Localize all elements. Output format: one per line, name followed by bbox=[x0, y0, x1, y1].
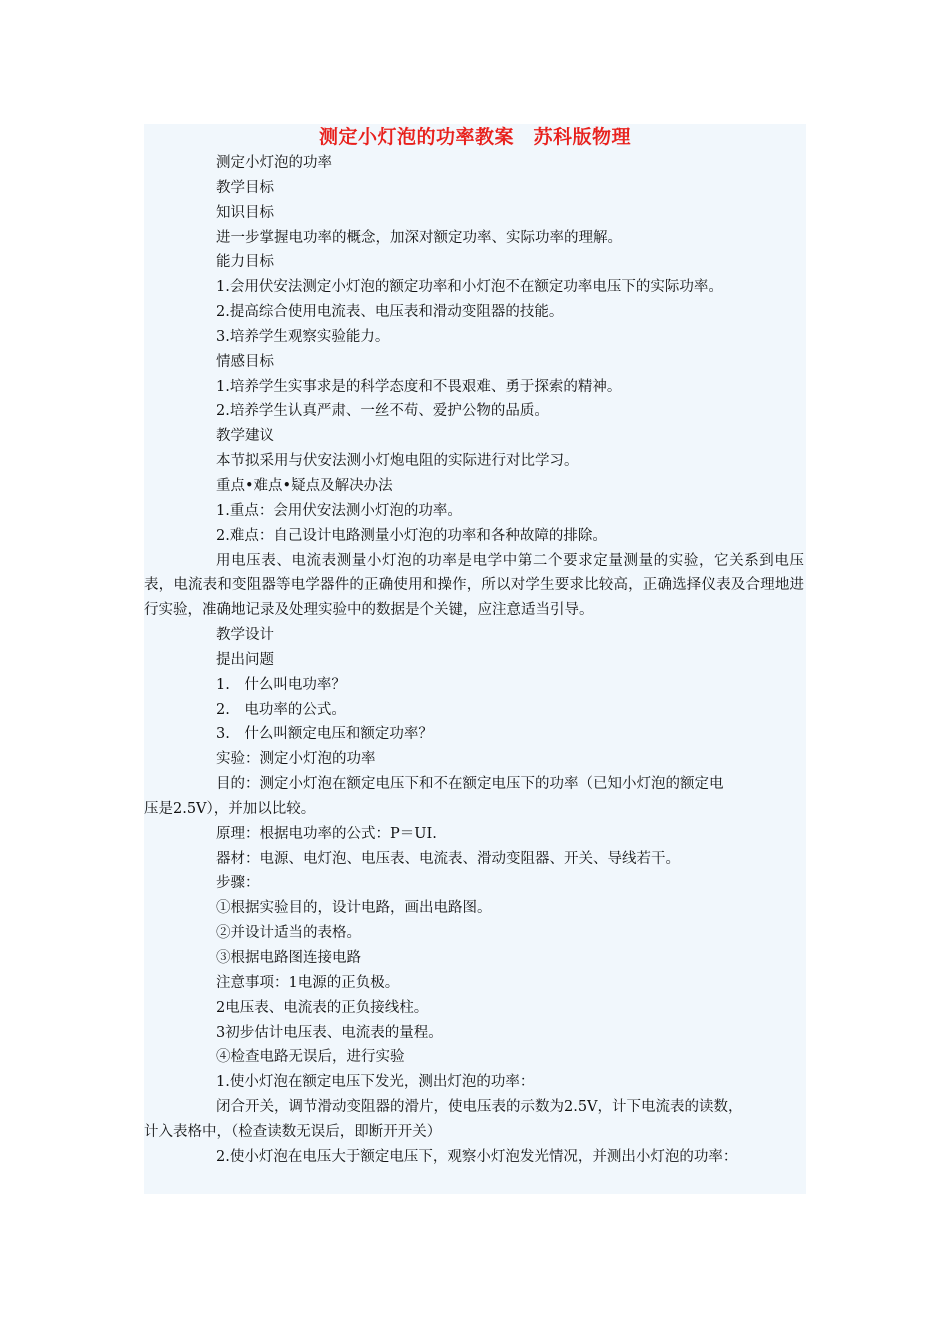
list-item: 1.会用伏安法测定小灯泡的额定功率和小灯泡不在额定功率电压下的实际功率。 bbox=[216, 279, 723, 296]
text-line: 目的：测定小灯泡在额定电压下和不在额定电压下的功率（已知小灯泡的额定电 bbox=[216, 776, 724, 793]
list-item: 2.提高综合使用电流表、电压表和滑动变阻器的技能。 bbox=[216, 304, 564, 321]
list-item: 3初步估计电压表、电流表的量程。 bbox=[216, 1024, 443, 1041]
text-line: 实验：测定小灯泡的功率 bbox=[216, 751, 376, 768]
list-item: 2电压表、电流表的正负接线柱。 bbox=[216, 999, 429, 1016]
list-item: ③根据电路图连接电路 bbox=[216, 950, 361, 966]
text-line: 计入表格中，（检查读数无误后，即断开开关） bbox=[144, 1123, 442, 1140]
list-item: 3. 什么叫额定电压和额定功率？ bbox=[216, 726, 433, 743]
list-item: 1. 什么叫电功率？ bbox=[216, 676, 346, 693]
list-item: 1.重点：会用伏安法测小灯泡的功率。 bbox=[216, 502, 462, 519]
text-line: 器材：电源、电灯泡、电压表、电流表、滑动变阻器、开关、导线若干。 bbox=[216, 850, 680, 867]
section-heading: 能力目标 bbox=[216, 254, 274, 271]
list-item: 3.培养学生观察实验能力。 bbox=[216, 328, 390, 345]
text-line: 原理：根据电功率的公式：P＝UI. bbox=[216, 825, 437, 842]
section-heading: 情感目标 bbox=[216, 353, 274, 370]
list-item: ①根据实验目的，设计电路，画出电路图。 bbox=[216, 900, 492, 917]
section-heading: 知识目标 bbox=[216, 204, 274, 221]
text-line: 进一步掌握电功率的概念，加深对额定功率、实际功率的理解。 bbox=[216, 229, 622, 246]
list-item: 1.使小灯泡在额定电压下发光，测出灯泡的功率： bbox=[216, 1074, 535, 1091]
text-line: 闭合开关，调节滑动变阻器的滑片，使电压表的示数为2.5V，计下电流表的读数， bbox=[216, 1099, 743, 1116]
section-heading: 重点•难点•疑点及解决办法 bbox=[216, 477, 393, 494]
section-heading: 教学建议 bbox=[216, 428, 274, 445]
list-item: 1.培养学生实事求是的科学态度和不畏艰难、勇于探索的精神。 bbox=[216, 378, 622, 395]
list-item: 2.使小灯泡在电压大于额定电压下，观察小灯泡发光情况，并测出小灯泡的功率： bbox=[216, 1148, 738, 1165]
list-item: ④检查电路无误后，进行实验 bbox=[216, 1049, 405, 1066]
section-heading: 教学目标 bbox=[216, 179, 274, 196]
section-heading: 测定小灯泡的功率 bbox=[216, 155, 332, 171]
text-line: 注意事项：1电源的正负极。 bbox=[216, 974, 400, 991]
text-line: 本节拟采用与伏安法测小灯炮电阻的实际进行对比学习。 bbox=[216, 453, 579, 470]
list-item: ②并设计适当的表格。 bbox=[216, 925, 361, 942]
list-item: 2. 电功率的公式。 bbox=[216, 701, 346, 718]
text-line: 压是2.5V），并加以比较。 bbox=[144, 800, 316, 817]
list-item: 2.培养学生认真严肃、一丝不苟、爱护公物的品质。 bbox=[216, 403, 549, 420]
text-line: 步骤： bbox=[216, 875, 260, 892]
list-item: 2.难点：自己设计电路测量小灯泡的功率和各种故障的排除。 bbox=[216, 527, 607, 544]
body-paragraph: 用电压表、电流表测量小灯泡的功率是电学中第二个要求定量测量的实验，它关系到电压表，电流表和变阻器等电学器件的正确使用和操作，所以对学生要求比较高，正确选择仪表及合理地进行实验，准确地记录及处理实验中的数据是个关键，应注意适当引导。 bbox=[144, 552, 804, 619]
document-title: 测定小灯泡的功率教案 苏科版物理 bbox=[318, 126, 631, 148]
document-body bbox=[144, 124, 806, 1194]
section-heading: 教学设计 bbox=[216, 627, 274, 644]
section-heading: 提出问题 bbox=[216, 651, 274, 668]
